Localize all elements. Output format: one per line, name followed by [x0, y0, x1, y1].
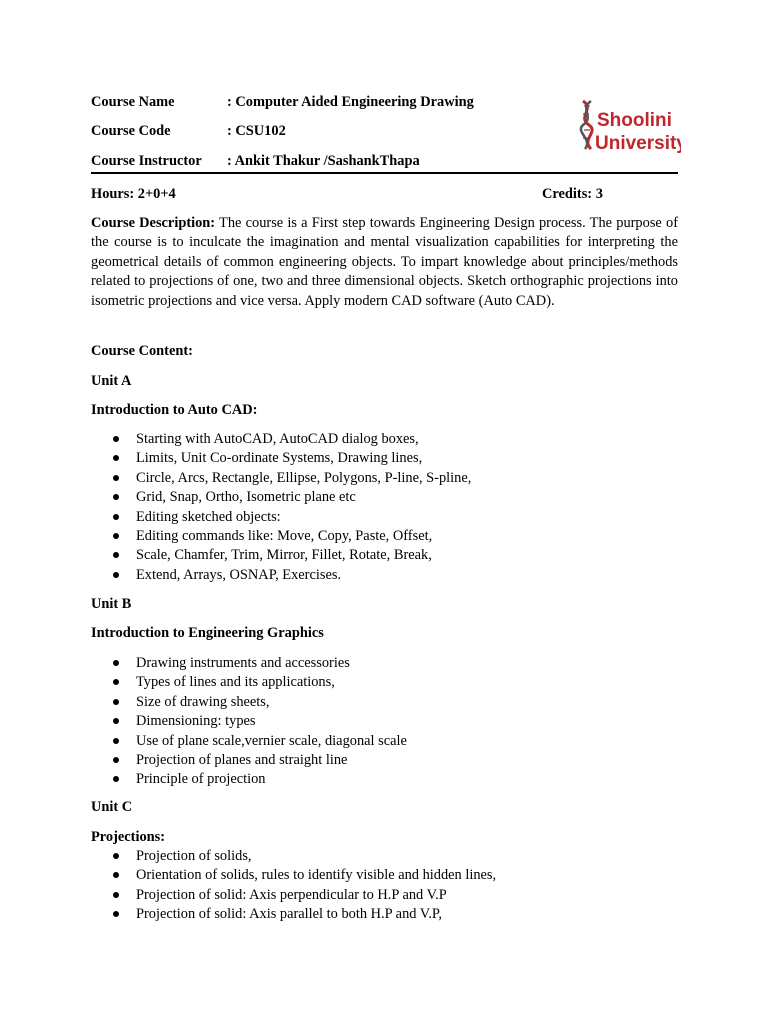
list-item: Projection of solids, [91, 847, 678, 866]
list-item: Size of drawing sheets, [91, 693, 678, 712]
list-item: Grid, Snap, Ortho, Isometric plane etc [91, 488, 678, 507]
bullet-icon [113, 436, 119, 442]
course-code-label: Course Code [91, 123, 171, 139]
bullet-icon [113, 911, 119, 917]
unit-c-list [91, 847, 678, 925]
unit-a-subtitle-block [91, 401, 678, 420]
course-code-value: : CSU102 [227, 123, 286, 139]
bullet-icon [113, 892, 119, 898]
logo-line1: Shoolini [597, 110, 672, 131]
bullet-icon [113, 660, 119, 666]
list-item: Limits, Unit Co-ordinate Systems, Drawing lines, [91, 449, 678, 468]
logo-line2: University [595, 133, 681, 154]
bullet-icon [113, 455, 119, 461]
description-label: Course Description: [91, 215, 216, 231]
unit-b-title-block [91, 595, 678, 614]
list-item: Use of plane scale,vernier scale, diagonal scale [91, 732, 678, 751]
university-logo [577, 97, 681, 155]
course-instructor-value: : Ankit Thakur /SashankThapa [227, 153, 420, 169]
list-item: Editing sketched objects: [91, 508, 678, 527]
unit-c-list-block [91, 847, 678, 925]
unit-c-title: Unit C [91, 799, 133, 815]
course-name-value: : Computer Aided Engineering Drawing [227, 94, 474, 110]
unit-a-subtitle: Introduction to Auto CAD: [91, 402, 258, 418]
unit-c-title-block [91, 798, 678, 817]
bullet-icon [113, 776, 119, 782]
bullet-icon [113, 872, 119, 878]
list-item: Dimensioning: types [91, 712, 678, 731]
bullet-icon [113, 853, 119, 859]
unit-c-subtitle-block [91, 828, 678, 847]
unit-b-title: Unit B [91, 596, 132, 612]
list-item: Orientation of solids, rules to identify visible and hidden lines, [91, 866, 678, 885]
unit-b-subtitle: Introduction to Engineering Graphics [91, 625, 324, 641]
list-item: Extend, Arrays, OSNAP, Exercises. [91, 566, 678, 585]
list-item: Projection of planes and straight line [91, 751, 678, 770]
unit-a-list-block [91, 430, 678, 585]
credits-text: Credits: 3 [542, 186, 603, 202]
unit-b-list-block [91, 654, 678, 790]
bullet-icon [113, 514, 119, 520]
course-description [91, 214, 678, 311]
unit-c-subtitle: Projections: [91, 829, 166, 845]
bullet-icon [113, 494, 119, 500]
course-instructor-label: Course Instructor [91, 153, 202, 169]
dna-helix-icon [577, 97, 681, 155]
bullet-icon [113, 679, 119, 685]
unit-a-title-block [91, 372, 678, 391]
unit-b-list [91, 654, 678, 790]
bullet-icon [113, 757, 119, 763]
course-name-label: Course Name [91, 94, 175, 110]
list-item: Circle, Arcs, Rectangle, Ellipse, Polygons, P-line, S-pline, [91, 469, 678, 488]
list-item: Editing commands like: Move, Copy, Paste, Offset, [91, 527, 678, 546]
list-item: Projection of solid: Axis parallel to both H.P and V.P, [91, 905, 678, 924]
list-item: Starting with AutoCAD, AutoCAD dialog boxes, [91, 430, 678, 449]
header-divider [91, 172, 678, 174]
list-item: Types of lines and its applications, [91, 673, 678, 692]
hours-text: Hours: 2+0+4 [91, 186, 176, 202]
unit-a-title: Unit A [91, 373, 132, 389]
bullet-icon [113, 533, 119, 539]
list-item: Projection of solid: Axis perpendicular to H.P and V.P [91, 886, 678, 905]
description-text: The course is a First step towards Engineering Design process. The purpose of the course is to inculcate the imagination and mental visualization capabilities for interpreting the geometrical details of common engineering objects. To impart knowledge about principles/methods related to projections of one, two and three dimensional objects. Sketch orthographic projections into isometric projections and vice versa. Apply modern CAD software (Auto CAD). [91, 215, 678, 309]
bullet-icon [113, 738, 119, 744]
unit-b-subtitle-block [91, 624, 678, 643]
bullet-icon [113, 572, 119, 578]
course-content-heading [91, 342, 678, 361]
course-content-title: Course Content: [91, 343, 193, 359]
bullet-icon [113, 475, 119, 481]
list-item: Drawing instruments and accessories [91, 654, 678, 673]
bullet-icon [113, 718, 119, 724]
list-item: Scale, Chamfer, Trim, Mirror, Fillet, Rotate, Break, [91, 546, 678, 565]
bullet-icon [113, 699, 119, 705]
list-item: Principle of projection [91, 770, 678, 789]
unit-a-list [91, 430, 678, 585]
bullet-icon [113, 552, 119, 558]
